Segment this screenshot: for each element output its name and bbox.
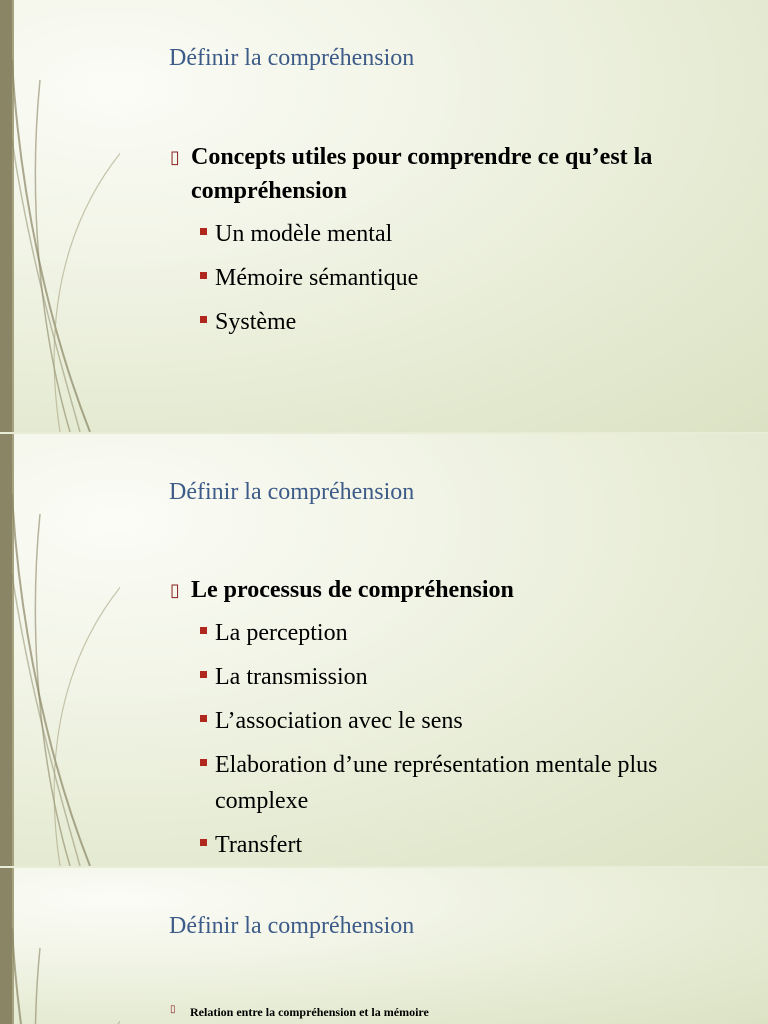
swoosh-decoration bbox=[0, 868, 120, 1024]
bullet-marker-icon: ▯ bbox=[170, 580, 180, 600]
bullet-text: Concepts utiles pour comprendre ce qu’est la compréhension bbox=[191, 144, 653, 204]
bullet-item bbox=[170, 1004, 730, 1020]
square-bullet-icon bbox=[200, 839, 207, 846]
bullet-marker-icon: ▯ bbox=[170, 1004, 176, 1015]
bullet-list bbox=[170, 573, 730, 863]
slide-3 bbox=[0, 868, 768, 1024]
slide-2 bbox=[0, 434, 768, 866]
sub-item-text: L’association avec le sens bbox=[215, 708, 463, 734]
bullet-list bbox=[170, 140, 730, 340]
sub-item bbox=[170, 747, 730, 819]
bullet-item bbox=[170, 140, 730, 208]
square-bullet-icon bbox=[200, 671, 207, 678]
sub-item-text: Transfert bbox=[215, 832, 303, 858]
square-bullet-icon bbox=[200, 715, 207, 722]
bullet-item bbox=[170, 573, 730, 607]
square-bullet-icon bbox=[200, 627, 207, 634]
bullet-text: Le processus de compréhension bbox=[191, 577, 514, 603]
slide-title: Définir la compréhension bbox=[169, 913, 415, 939]
sub-item bbox=[170, 304, 730, 340]
slide-title: Définir la compréhension bbox=[169, 45, 415, 71]
slide-title: Définir la compréhension bbox=[169, 479, 415, 505]
square-bullet-icon bbox=[200, 228, 207, 235]
bullet-text: Relation entre la compréhension et la mémoire bbox=[190, 1005, 429, 1019]
sub-item-text: La perception bbox=[215, 620, 348, 646]
sub-item-text: Mémoire sémantique bbox=[215, 265, 419, 291]
square-bullet-icon bbox=[200, 316, 207, 323]
swoosh-decoration bbox=[0, 434, 120, 866]
sub-item bbox=[170, 827, 730, 863]
sub-item-text: Système bbox=[215, 309, 297, 335]
sub-item-text: La transmission bbox=[215, 664, 368, 690]
swoosh-decoration bbox=[0, 0, 120, 432]
slide-1 bbox=[0, 0, 768, 432]
sub-item-text: Elaboration d’une représentation mentale plus complexe bbox=[215, 752, 658, 814]
sub-item bbox=[170, 216, 730, 252]
square-bullet-icon bbox=[200, 759, 207, 766]
square-bullet-icon bbox=[200, 272, 207, 279]
bullet-list bbox=[170, 1004, 730, 1020]
sub-item bbox=[170, 703, 730, 739]
sub-item bbox=[170, 615, 730, 651]
sub-item bbox=[170, 659, 730, 695]
sub-item bbox=[170, 260, 730, 296]
bullet-marker-icon: ▯ bbox=[170, 147, 180, 167]
sub-item-text: Un modèle mental bbox=[215, 221, 393, 247]
